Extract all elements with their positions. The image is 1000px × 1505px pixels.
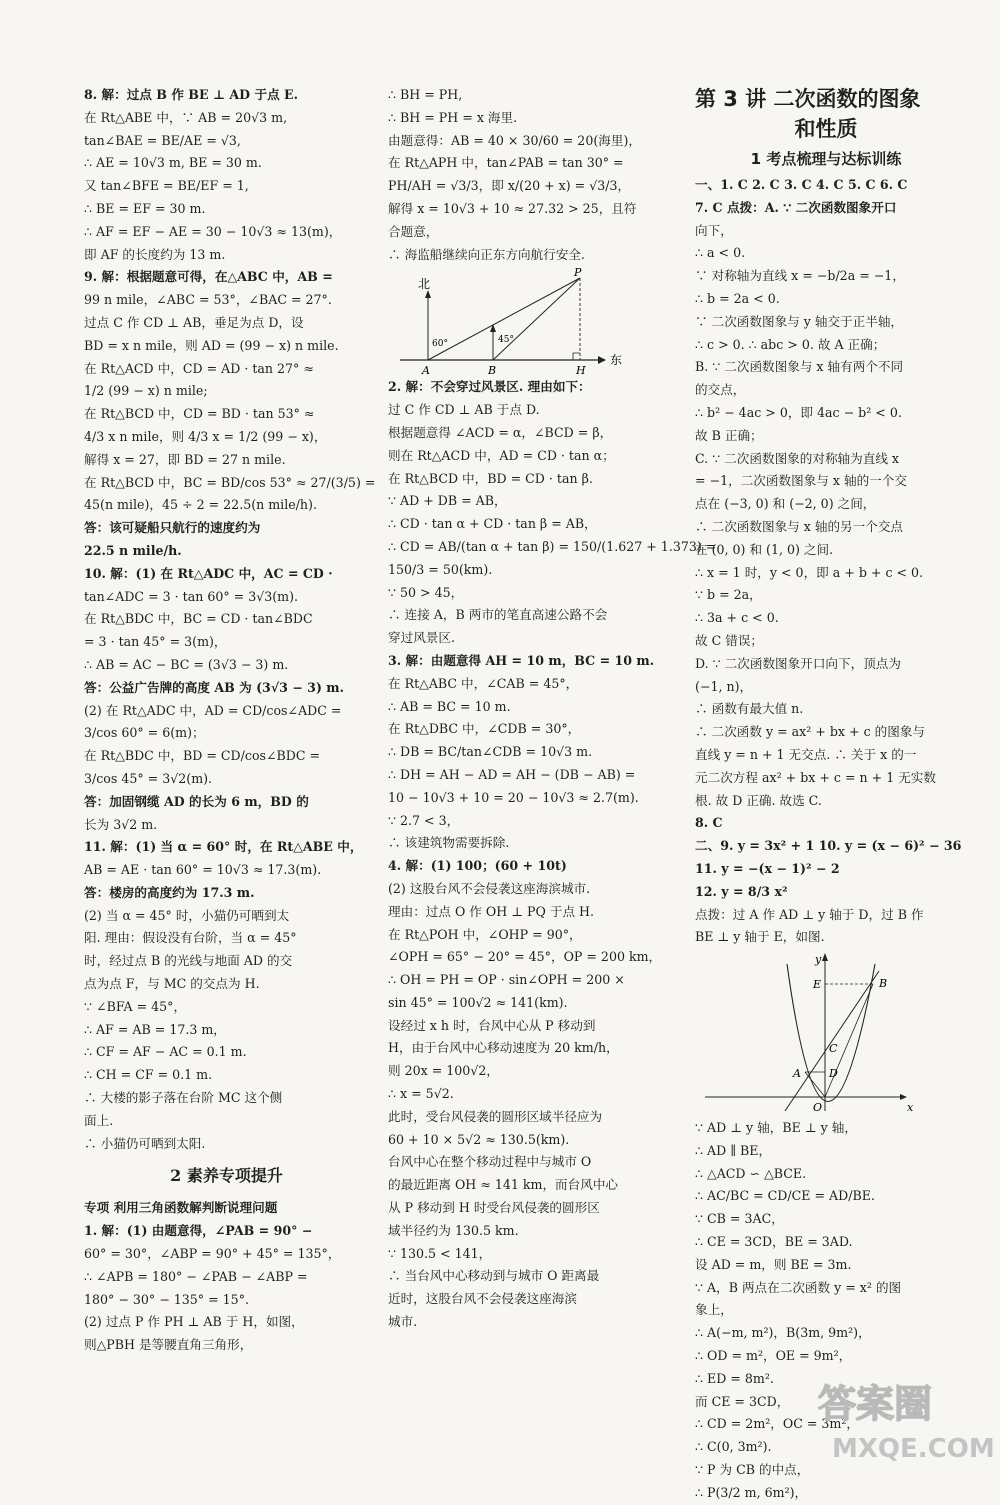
middle-column-line: ∵ 2.7 < 3， bbox=[388, 812, 460, 828]
left-column-line: 过点 C 作 CD ⊥ AB，垂足为点 D，设 bbox=[84, 314, 304, 330]
left-column-line: 在 Rt△BCD 中，CD = BD · tan 53° ≈ bbox=[84, 406, 315, 422]
middle-column-line: sin 45° = 100√2 ≈ 141(km). bbox=[388, 994, 568, 1010]
middle-column-line: ∴ OH = PH = OP · sin∠OPH = 200 × bbox=[388, 972, 625, 988]
right-column-line: 二、9. y = 3x² + 1 10. y = (x − 6)² − 36 bbox=[695, 838, 962, 854]
middle-column-line: 设经过 x h 时，台风中心从 P 移动到 bbox=[388, 1017, 596, 1033]
point-a-label: A bbox=[422, 364, 430, 378]
right-column-line: B. ∵ 二次函数图象与 x 轴有两个不同 bbox=[695, 359, 904, 375]
point-p-label: P bbox=[574, 266, 582, 280]
left-column-line: tan∠BAE = BE/AE = √3, bbox=[84, 132, 241, 148]
right-column-line: 8. C bbox=[695, 815, 723, 831]
middle-column-line: ∴ BH = PH = x 海里. bbox=[388, 109, 518, 125]
left-column-line: 又 tan∠BFE = BE/EF = 1, bbox=[84, 178, 249, 194]
middle-column-line: 理由：过点 O 作 OH ⊥ PQ 于点 H. bbox=[388, 903, 595, 919]
middle-column-line: 合题意， bbox=[388, 223, 439, 239]
middle-column-line: 则 20x = 100√2， bbox=[388, 1063, 499, 1079]
middle-column-line: ∴ 海监船继续向正东方向航行安全. bbox=[388, 246, 585, 262]
right-column-line: ∴ A(−m, m²)，B(3m, 9m²)， bbox=[695, 1325, 871, 1341]
angle-60-label: 60° bbox=[432, 339, 448, 350]
angle-45-label: 45° bbox=[498, 335, 514, 346]
right-column-line: 而 CE = 3CD， bbox=[695, 1393, 790, 1409]
right-column-line: 点拨：过 A 作 AD ⊥ y 轴于 D，过 B 作 bbox=[695, 906, 924, 922]
middle-column-line: 2. 解：不会穿过风景区. 理由如下： bbox=[388, 379, 591, 395]
left-column-line: AB = AE · tan 60° = 10√3 ≈ 17.3(m). bbox=[84, 862, 322, 878]
left-column-tail-line: (2) 过点 P 作 PH ⊥ AB 于 H，如图， bbox=[84, 1314, 304, 1330]
middle-column-line: ∴ x = 5√2. bbox=[388, 1086, 454, 1102]
right-column-line: ∵ AD ⊥ y 轴，BE ⊥ y 轴， bbox=[695, 1120, 857, 1136]
right-column-line: ∵ CB = 3AC， bbox=[695, 1211, 784, 1227]
middle-column-line: ∴ AB = BC = 10 m. bbox=[388, 698, 511, 714]
left-column-line: 3/cos 45° = 3√2(m). bbox=[84, 770, 213, 786]
left-column-line: 答：公益广告牌的高度 AB 为 (3√3 − 3) m. bbox=[84, 679, 344, 695]
right-column-line: ∵ b = 2a， bbox=[695, 587, 762, 603]
right-column-line: 点在 (−3, 0) 和 (−2, 0) 之间， bbox=[695, 496, 876, 512]
right-column-line: ∴ OD = m²，OE = 9m²， bbox=[695, 1348, 852, 1364]
left-column-line: 22.5 n mile/h. bbox=[84, 542, 182, 558]
east-label: 东 bbox=[610, 353, 623, 368]
middle-column-line: ∴ DB = BC/tan∠CDB = 10√3 m. bbox=[388, 744, 593, 760]
middle-column-line: ∴ BH = PH, bbox=[388, 87, 463, 102]
right-column-line: ∴ △ACD ∽ △BCE. bbox=[695, 1165, 807, 1181]
left-column-line: 45(n mile)，45 ÷ 2 = 22.5(n mile/h). bbox=[84, 497, 317, 513]
left-column-line: 点为点 F，与 MC 的交点为 H. bbox=[84, 976, 260, 992]
middle-column-line: ∴ CD = AB/(tan α + tan β) = 150/(1.627 + 1.373) = bbox=[388, 538, 717, 554]
watermark-text: 答案圈 bbox=[818, 1382, 933, 1426]
right-column-line: 直线 y = n + 1 无交点. ∴ 关于 x 的一 bbox=[695, 746, 917, 762]
left-column-line: 阳. 理由：假设没有台阶，当 α = 45° bbox=[84, 930, 297, 946]
middle-column-line: ∴ CD · tan α + CD · tan β = AB， bbox=[388, 516, 597, 532]
left-column-line: 答：楼房的高度约为 17.3 m. bbox=[84, 884, 255, 900]
right-column-line: ∴ c > 0. ∴ abc > 0. 故 A 正确； bbox=[695, 336, 886, 352]
left-column-line: 11. 解：(1) 当 α = 60° 时，在 Rt△ABE 中， bbox=[84, 839, 363, 855]
middle-column-line: ∴ DH = AH − AD = AH − (DB − AB) = bbox=[388, 766, 636, 782]
middle-column-line: 3. 解：由题意得 AH = 10 m，BC = 10 m. bbox=[388, 652, 655, 668]
left-column-tail-line: ∴ ∠APB = 180° − ∠PAB − ∠ABP = bbox=[84, 1268, 308, 1284]
middle-column-line: 在 Rt△APH 中，tan∠PAB = tan 30° = bbox=[388, 155, 624, 171]
middle-column-line: ∵ AD + DB = AB， bbox=[388, 493, 507, 509]
left-column-tail-line: 180° − 30° − 135° = 15°. bbox=[84, 1291, 249, 1307]
point-b-label: B bbox=[488, 364, 497, 378]
left-column-line: 长为 3√2 m. bbox=[84, 816, 158, 832]
left-column-line: ∵ ∠BFA = 45°， bbox=[84, 998, 187, 1014]
left-column-tail-line: 1. 解：(1) 由题意得，∠PAB = 90° − bbox=[84, 1223, 313, 1239]
left-column-tail-line: 则△PBH 是等腰直角三角形， bbox=[84, 1337, 253, 1353]
point-e-label: E bbox=[813, 978, 822, 992]
middle-column-line: 域半径约为 130.5 km. bbox=[388, 1222, 519, 1238]
right-column-line: C. ∵ 二次函数图象的对称轴为直线 x bbox=[695, 450, 900, 466]
left-column-line: ∴ AE = 10√3 m, BE = 30 m. bbox=[84, 155, 262, 171]
section-title-literacy: 2 素养专项提升 bbox=[170, 1166, 283, 1186]
left-column-line: ∴ AF = EF − AE = 30 − 10√3 ≈ 13(m)， bbox=[84, 223, 342, 239]
north-label: 北 bbox=[418, 277, 431, 292]
right-column-line: ∴ b² − 4ac > 0，即 4ac − b² < 0. bbox=[695, 404, 902, 420]
middle-column-line: 过 C 作 CD ⊥ AB 于点 D. bbox=[388, 402, 540, 418]
subsection-title: 1 考点梳理与达标训练 bbox=[750, 150, 902, 168]
right-column-line: 故 C 错误； bbox=[695, 632, 764, 648]
left-column-line: 10. 解：(1) 在 Rt△ADC 中，AC = CD · bbox=[84, 565, 333, 581]
left-column-line: 在 Rt△ACD 中，CD = AD · tan 27° ≈ bbox=[84, 360, 314, 376]
middle-column-line: ∵ 130.5 < 141， bbox=[388, 1245, 492, 1261]
middle-column-line: H，由于台风中心移动速度为 20 km/h， bbox=[388, 1040, 619, 1056]
right-column-line: 在 (0, 0) 和 (1, 0) 之间. bbox=[695, 541, 834, 557]
middle-column-line: ∴ 当台风中心移动到与城市 O 距离最 bbox=[388, 1268, 600, 1284]
right-column-line: ∵ 对称轴为直线 x = −b/2a = −1， bbox=[695, 268, 905, 284]
left-column-line: ∴ AB = AC − BC = (3√3 − 3) m. bbox=[84, 656, 289, 672]
lesson-title-line2: 和性质 bbox=[794, 117, 858, 141]
left-column-line: 答：加固钢缆 AD 的长为 6 m，BD 的 bbox=[84, 793, 309, 809]
right-column-line: ∵ P 为 CB 的中点， bbox=[695, 1462, 810, 1478]
left-column-tail-line: 60° = 30°，∠ABP = 90° + 45° = 135°， bbox=[84, 1246, 341, 1262]
left-column-line: 在 Rt△BDC 中，BC = CD · tan∠BDC bbox=[84, 611, 313, 627]
left-column-line: 答：该可疑船只航行的速度约为 bbox=[84, 520, 261, 536]
topic-title: 专项 利用三角函数解判断说理问题 bbox=[84, 1200, 278, 1216]
middle-column-line: 此时，受台风侵袭的圆形区域半径应为 bbox=[388, 1108, 603, 1124]
left-column-line: 4/3 x n mile，则 4/3 x = 1/2 (99 − x)， bbox=[84, 428, 327, 444]
left-column-line: BD = x n mile，则 AD = (99 − x) n mile. bbox=[84, 337, 339, 353]
middle-column-line: 穿过风景区. bbox=[388, 630, 455, 646]
point-a-label-fig: A bbox=[793, 1067, 801, 1081]
right-column-line: 的交点， bbox=[695, 382, 746, 398]
left-column-line: ∴ 大楼的影子落在台阶 MC 这个侧 bbox=[84, 1090, 283, 1106]
right-column-line: 12. y = 8/3 x² bbox=[695, 883, 788, 899]
right-column-line: ∴ b = 2a < 0. bbox=[695, 290, 780, 306]
right-column-line: ∴ a < 0. bbox=[695, 245, 746, 261]
left-column-line: 面上. bbox=[84, 1112, 114, 1128]
parabola-figure bbox=[695, 949, 957, 1117]
left-column-line: 即 AF 的长度约为 13 m. bbox=[84, 246, 226, 262]
middle-column-line: 在 Rt△BCD 中，BD = CD · tan β. bbox=[388, 470, 593, 486]
middle-column-line: PH/AH = √3/3，即 x/(20 + x) = √3/3， bbox=[388, 178, 631, 194]
point-c-label: C bbox=[829, 1042, 838, 1056]
point-d-label: D bbox=[829, 1067, 838, 1081]
middle-column-line: 在 Rt△ABC 中，∠CAB = 45°， bbox=[388, 675, 579, 691]
right-column-line: 7. C 点拨：A. ∵ 二次函数图象开口 bbox=[695, 199, 897, 215]
answer-column-left bbox=[84, 84, 376, 1357]
left-column-line: 在 Rt△BDC 中，BD = CD/cos∠BDC = bbox=[84, 748, 321, 764]
lesson-title: 第 3 讲 二次函数的图象 bbox=[695, 87, 921, 111]
middle-column-line: 在 Rt△POH 中，∠OHP = 90°， bbox=[388, 926, 582, 942]
left-column-line: ∴ AF = AB = 17.3 m， bbox=[84, 1021, 226, 1037]
right-column-line: ∴ x = 1 时，y < 0，即 a + b + c < 0. bbox=[695, 564, 924, 580]
y-axis-label: y bbox=[815, 953, 822, 967]
x-axis-label: x bbox=[907, 1101, 914, 1115]
middle-column-lines-a bbox=[388, 84, 650, 266]
left-column-line: = 3 · tan 45° = 3(m)， bbox=[84, 634, 227, 650]
middle-column-line: 城市. bbox=[388, 1314, 418, 1330]
right-column-line: 向下， bbox=[695, 222, 733, 238]
middle-column-line: 台风中心在整个移动过程中与城市 O bbox=[388, 1154, 592, 1170]
right-column-line: ∴ 二次函数图象与 x 轴的另一个交点 bbox=[695, 518, 904, 534]
right-column-line: 设 AD = m，则 BE = 3m. bbox=[695, 1256, 852, 1272]
middle-column-line: ∴ 该建筑物需要拆除. bbox=[388, 835, 510, 851]
right-column-line: 11. y = −(x − 1)² − 2 bbox=[695, 860, 840, 876]
right-column-line: ∴ 3a + c < 0. bbox=[695, 610, 779, 626]
right-column-line: ∴ P(3/2 m, 6m²)， bbox=[695, 1484, 808, 1500]
right-column-line: D. ∵ 二次函数图象开口向下，顶点为 bbox=[695, 655, 901, 671]
right-column-line: BE ⊥ y 轴于 E，如图. bbox=[695, 929, 825, 945]
left-column-line: 1/2 (99 − x) n mile; bbox=[84, 383, 208, 399]
right-column-line: 元二次方程 ax² + bx + c = n + 1 无实数 bbox=[695, 769, 936, 785]
left-column-line: 解得 x = 27，即 BD = 27 n mile. bbox=[84, 451, 286, 467]
right-column-line: (−1, n)， bbox=[695, 678, 753, 694]
left-column-lines bbox=[84, 84, 376, 1155]
right-column-line: ∴ CE = 3CD，BE = 3AD. bbox=[695, 1234, 853, 1250]
right-column-line: ∵ A，B 两点在二次函数 y = x² 的图 bbox=[695, 1279, 902, 1295]
right-column-line: ∵ 二次函数图象与 y 轴交于正半轴， bbox=[695, 313, 904, 329]
point-h-label: H bbox=[576, 364, 586, 378]
middle-column-line: 从 P 移动到 H 时受台风侵袭的圆形区 bbox=[388, 1200, 600, 1216]
middle-column-line: 根据题意得 ∠ACD = α，∠BCD = β， bbox=[388, 424, 613, 440]
middle-column-line: 4. 解：(1) 100；(60 + 10t) bbox=[388, 858, 567, 874]
left-column-line: 8. 解：过点 B 作 BE ⊥ AD 于点 E. bbox=[84, 87, 299, 102]
right-column-line: 一、1. C 2. C 3. C 4. C 5. C 6. C bbox=[695, 177, 908, 192]
right-column-line: ∴ AC/BC = CD/CE = AD/BE. bbox=[695, 1188, 875, 1204]
middle-column-line: 的最近距离 OH ≈ 141 km，而台风中心 bbox=[388, 1177, 619, 1193]
left-column-line: ∴ CH = CF = 0.1 m. bbox=[84, 1067, 213, 1083]
right-column-line: ∴ AD ∥ BE， bbox=[695, 1142, 772, 1158]
origin-label: O bbox=[813, 1101, 823, 1115]
middle-column-line: 10 − 10√3 + 10 = 20 − 10√3 ≈ 2.7(m). bbox=[388, 789, 639, 805]
right-column-line: ∴ C(0, 3m²). bbox=[695, 1439, 772, 1455]
right-column-line: ∴ CD = 2m²，OC = 3m²， bbox=[695, 1416, 860, 1432]
left-column-line: ∴ 小猫仍可晒到太阳. bbox=[84, 1135, 206, 1151]
middle-column-line: 60 + 10 × 5√2 ≈ 130.5(km). bbox=[388, 1131, 570, 1147]
left-column-line: 时，经过点 B 的光线与地面 AD 的交 bbox=[84, 953, 293, 969]
left-column-line: (2) 在 Rt△ADC 中，AD = CD/cos∠ADC = bbox=[84, 702, 342, 718]
middle-column-line: (2) 这股台风不会侵袭这座海滨城市. bbox=[388, 880, 591, 896]
middle-column-line: ∵ 50 > 45， bbox=[388, 584, 464, 600]
middle-column-line: ∴ 连接 A，B 两市的笔直高速公路不会 bbox=[388, 607, 608, 623]
right-column-line: 根. 故 D 正确. 故选 C. bbox=[695, 792, 822, 808]
left-column-line: tan∠ADC = 3 · tan 60° = 3√3(m). bbox=[84, 588, 299, 604]
left-column-line: 3/cos 60° = 6(m)； bbox=[84, 725, 205, 741]
left-column-line: 9. 解：根据题意可得，在△ABC 中，AB = bbox=[84, 269, 333, 285]
left-column-line: 在 Rt△ABE 中，∵ AB = 20√3 m, bbox=[84, 109, 288, 125]
right-column-line: ∴ ED = 8m². bbox=[695, 1370, 774, 1386]
right-column-line: 象上， bbox=[695, 1302, 733, 1318]
left-column-line: 99 n mile，∠ABC = 53°，∠BAC = 27°. bbox=[84, 292, 332, 308]
left-column-line: 在 Rt△BCD 中，BC = BD/cos 53° ≈ 27/(3/5) = bbox=[84, 474, 376, 490]
middle-column-line: 在 Rt△DBC 中，∠CDB = 30°， bbox=[388, 721, 581, 737]
middle-column-line: 近时，这股台风不会侵袭这座海滨 bbox=[388, 1291, 577, 1307]
right-column-line: ∴ 函数有最大值 n. bbox=[695, 701, 804, 717]
site-watermark-logo bbox=[812, 1373, 995, 1465]
left-column-line: ∴ BE = EF = 30 m. bbox=[84, 200, 206, 216]
middle-column-line: 由题意得：AB = 40 × 30/60 = 20(海里)， bbox=[388, 132, 641, 148]
right-column-lines-a bbox=[695, 174, 962, 949]
point-b-label-fig: B bbox=[879, 977, 888, 991]
right-column-line: = −1，二次函数图象与 x 轴的一个交 bbox=[695, 473, 907, 489]
answer-column-right bbox=[695, 84, 962, 1505]
middle-column-line: ∠OPH = 65° − 20° = 45°，OP = 200 km， bbox=[388, 949, 662, 965]
left-column-line: (2) 当 α = 45° 时，小猫仍可晒到太 bbox=[84, 907, 290, 923]
middle-column-line: 150/3 = 50(km). bbox=[388, 561, 493, 577]
ship-navigation-figure bbox=[388, 266, 650, 376]
watermark-url: MXQE.COM bbox=[832, 1434, 995, 1464]
right-column-line: 故 B 正确； bbox=[695, 427, 763, 443]
left-column-tail bbox=[84, 1220, 369, 1357]
left-column-line: ∴ CF = AF − AC = 0.1 m. bbox=[84, 1044, 247, 1060]
middle-column-line: 解得 x = 10√3 + 10 ≈ 27.32 > 25，且符 bbox=[388, 200, 637, 216]
middle-column-line: 则在 Rt△ACD 中，AD = CD · tan α； bbox=[388, 447, 615, 463]
right-column-line: ∴ 二次函数 y = ax² + bx + c 的图象与 bbox=[695, 724, 926, 740]
